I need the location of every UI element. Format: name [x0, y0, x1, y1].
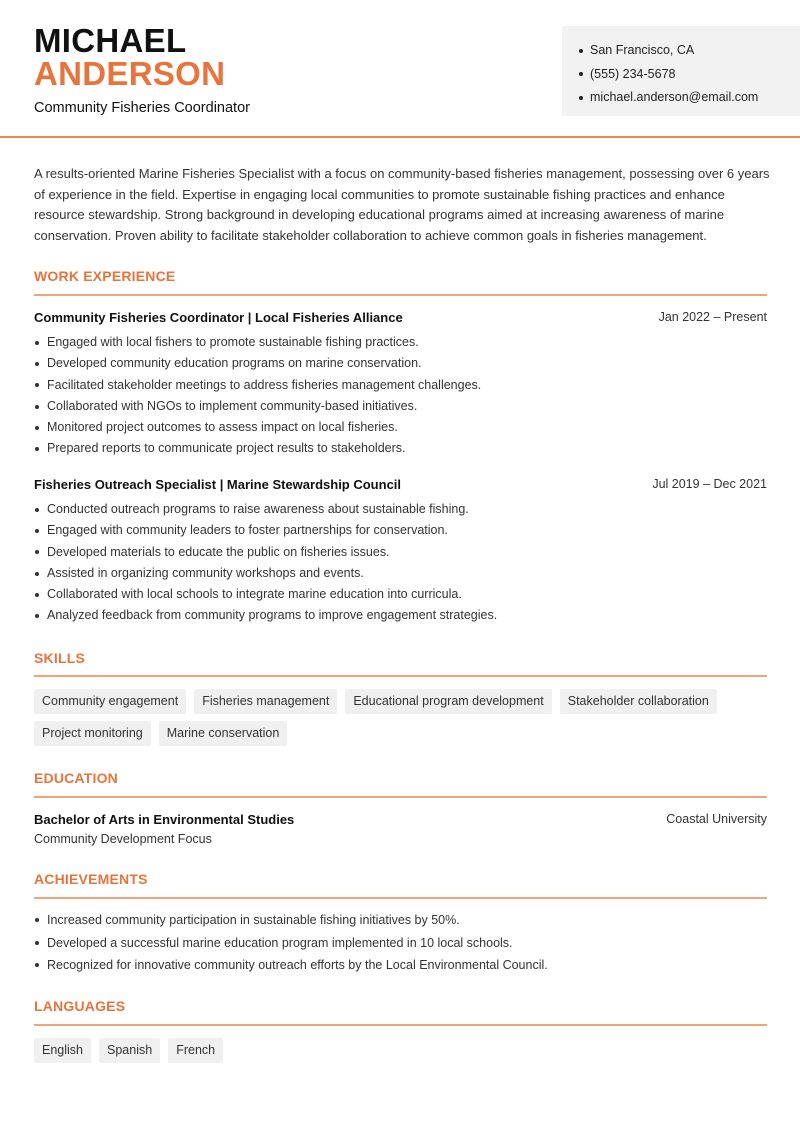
list-item: Developed community education programs on marine conservation.	[34, 353, 774, 374]
bullet-icon	[35, 405, 39, 409]
list-item: Developed materials to educate the public on fisheries issues.	[34, 542, 774, 563]
list-item: Prepared reports to communicate project results to stakeholders.	[34, 438, 774, 459]
contact-email: michael.anderson@email.com	[579, 86, 800, 110]
bullet-icon	[35, 508, 39, 512]
job-bullets	[34, 499, 774, 627]
job-role: Community Fisheries Coordinator | Local Fisheries Alliance	[34, 310, 403, 325]
skills-list	[34, 689, 774, 753]
education-entry-header	[34, 812, 767, 827]
summary-paragraph: A results-oriented Marine Fisheries Specialist with a focus on community-based fisheries management, possessing over 6 years of experience in the field. Expertise in engaging local communities to promote sustainable fishing practices and enhance resource stewardship. Strong background in developing educational programs aimed at increasing awareness of marine conservation. Proven ability to facilitate stakeholder collaboration to achieve common goals in fisheries management.	[34, 166, 770, 243]
bullet-icon	[35, 426, 39, 430]
language-tag: English	[34, 1038, 91, 1063]
section-title-languages: LANGUAGES	[34, 998, 126, 1014]
bullet-icon	[35, 963, 39, 967]
section-divider	[34, 1024, 767, 1026]
bullet-icon	[579, 49, 583, 53]
bullet-icon	[579, 72, 583, 76]
list-item: Collaborated with local schools to integrate marine education into curricula.	[34, 584, 774, 605]
language-tag: French	[168, 1038, 223, 1063]
resume-header	[0, 0, 800, 138]
skill-tag: Project monitoring	[34, 721, 151, 746]
list-item: Conducted outreach programs to raise awareness about sustainable fishing.	[34, 499, 774, 520]
last-name: ANDERSON	[34, 55, 226, 92]
section-divider	[34, 294, 767, 296]
skill-tag: Educational program development	[345, 689, 551, 714]
bullet-icon	[35, 550, 39, 554]
section-divider	[34, 675, 767, 677]
section-title-achievements: ACHIEVEMENTS	[34, 871, 148, 887]
skill-tag: Fisheries management	[194, 689, 337, 714]
skill-tag: Stakeholder collaboration	[560, 689, 717, 714]
bullet-icon	[35, 941, 39, 945]
section-divider	[34, 796, 767, 798]
bullet-icon	[35, 918, 39, 922]
language-tag: Spanish	[99, 1038, 160, 1063]
skill-tag: Marine conservation	[159, 721, 288, 746]
achievements-list	[34, 909, 774, 977]
bullet-icon	[35, 362, 39, 366]
skill-tag: Community engagement	[34, 689, 186, 714]
job-dates: Jul 2019 – Dec 2021	[652, 477, 767, 491]
list-item: Engaged with local fishers to promote sustainable fishing practices.	[34, 332, 774, 353]
first-name: MICHAEL	[34, 22, 187, 59]
list-item: Facilitated stakeholder meetings to address fisheries management challenges.	[34, 375, 774, 396]
list-item: Assisted in organizing community workshops and events.	[34, 563, 774, 584]
contact-box	[562, 26, 800, 116]
bullet-icon	[35, 529, 39, 533]
school: Coastal University	[666, 812, 767, 826]
list-item: Monitored project outcomes to assess impact on local fisheries.	[34, 417, 774, 438]
section-title-education: EDUCATION	[34, 770, 118, 786]
section-title-skills: SKILLS	[34, 650, 85, 666]
section-divider	[34, 897, 767, 899]
bullet-icon	[35, 447, 39, 451]
contact-location: San Francisco, CA	[579, 39, 800, 63]
job-entry-header	[34, 477, 767, 492]
job-role: Fisheries Outreach Specialist | Marine Stewardship Council	[34, 477, 402, 492]
job-title: Community Fisheries Coordinator	[34, 100, 250, 116]
job-bullets	[34, 332, 774, 460]
degree-focus: Community Development Focus	[34, 832, 212, 846]
list-item: Recognized for innovative community outreach efforts by the Local Environmental Council.	[34, 954, 774, 977]
list-item: Increased community participation in sustainable fishing initiatives by 50%.	[34, 909, 774, 932]
list-item: Collaborated with NGOs to implement community-based initiatives.	[34, 396, 774, 417]
bullet-icon	[35, 593, 39, 597]
degree: Bachelor of Arts in Environmental Studies	[34, 812, 295, 827]
bullet-icon	[35, 572, 39, 576]
job-dates: Jan 2022 – Present	[658, 310, 767, 324]
list-item: Developed a successful marine education program implemented in 10 local schools.	[34, 932, 774, 955]
list-item: Engaged with community leaders to foster partnerships for conservation.	[34, 520, 774, 541]
bullet-icon	[35, 614, 39, 618]
contact-phone: (555) 234-5678	[579, 63, 800, 87]
section-title-work: WORK EXPERIENCE	[34, 268, 176, 284]
bullet-icon	[579, 96, 583, 100]
list-item: Analyzed feedback from community programs to improve engagement strategies.	[34, 605, 774, 626]
bullet-icon	[35, 383, 39, 387]
languages-list	[34, 1038, 774, 1070]
job-entry-header	[34, 310, 767, 325]
bullet-icon	[35, 341, 39, 345]
